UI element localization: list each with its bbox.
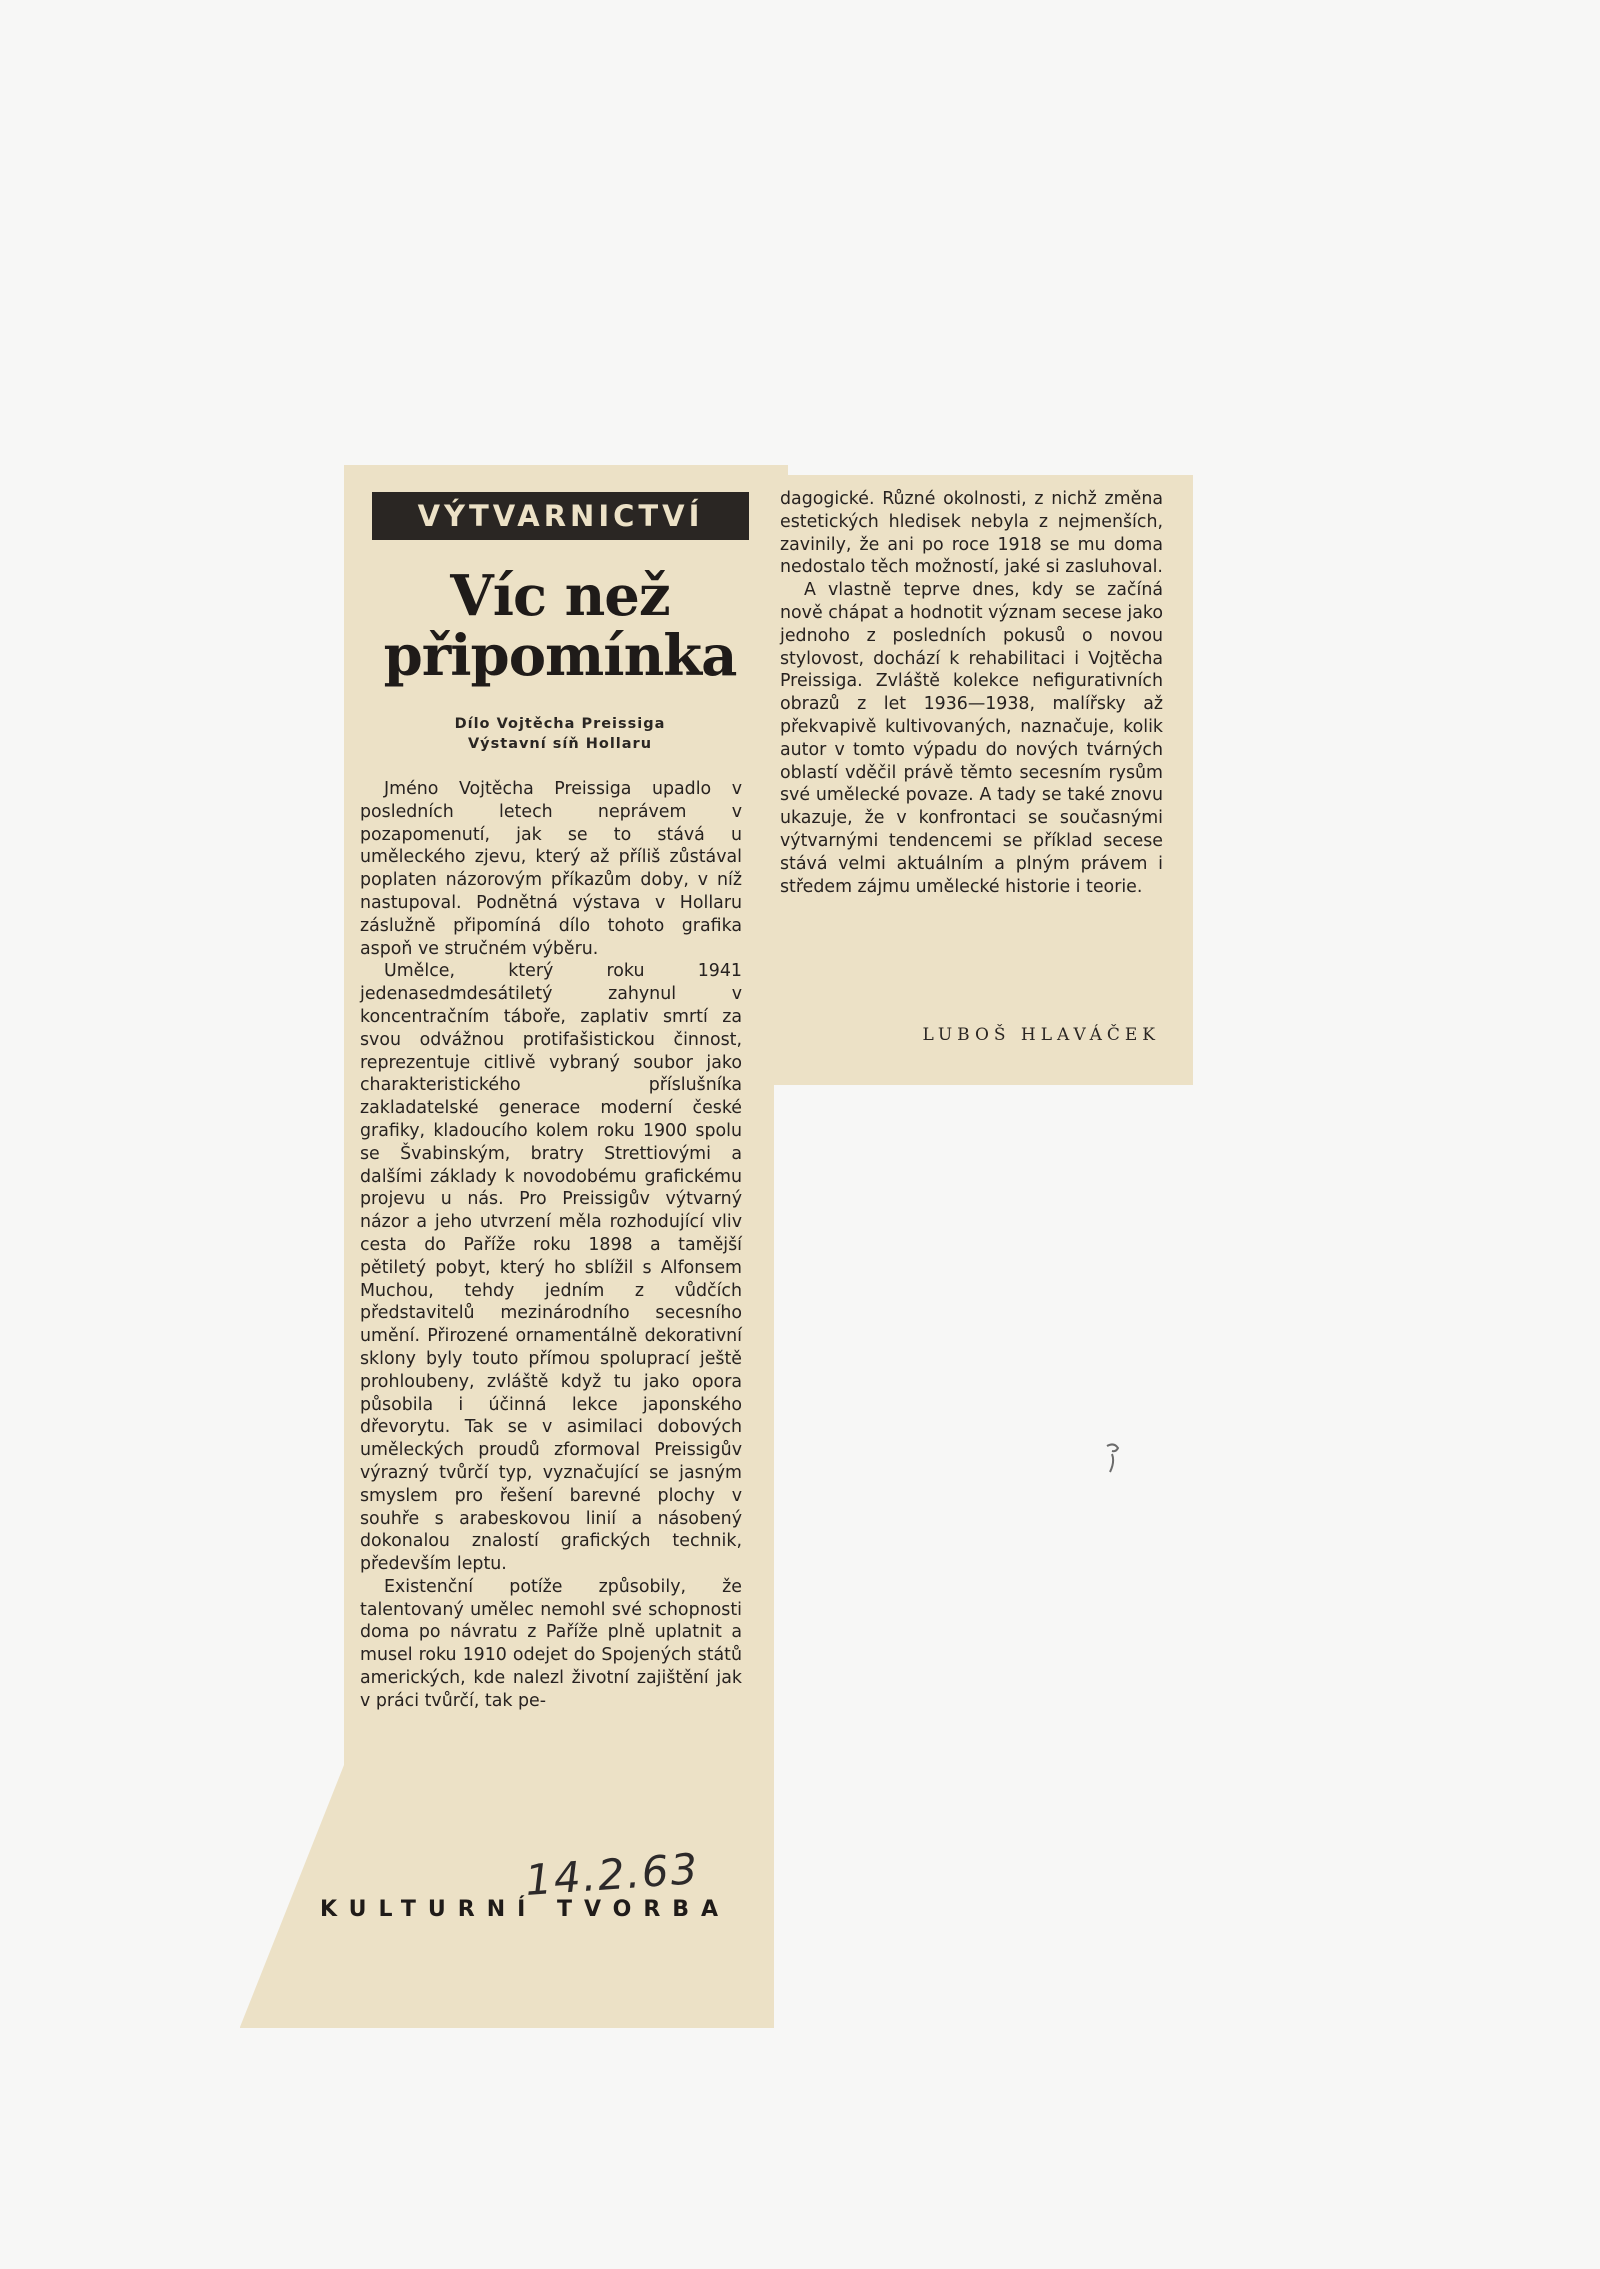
paragraph-4: dagogické. Různé okolnosti, z nichž změna estetických hledisek nebyla z nejmenších, zavinily, že ani po roce 1918 se mu doma nedostalo těch možností, jaké si zasluhoval. <box>780 489 1163 578</box>
subhead-line-2: Výstavní síň Hollaru <box>467 736 653 752</box>
author-byline: LUBOŠ HLAVÁČEK <box>922 1025 1160 1045</box>
headline-line-1: Víc než <box>450 563 670 629</box>
article-subhead <box>380 714 740 754</box>
paragraph-5: A vlastně teprve dnes, kdy se začíná nově chápat a hodnotit význam secese jako jednoho z posledních pokusů o novou stylovost, dochází k rehabilitaci i Vojtěcha Preissiga. Zvláště kolekce nefigurativních obrazů z let 1936—1938, malířsky až překvapivě kultivovaných, naznačuje, kolik autor v tomto výpadu do nových tvárných oblastí vděčil právě těmto secesním rysům své umělecké povaze. A tady se také znovu ukazuje, že v konfrontaci se současnými výtvarnými tendencemi se příklad secese stává velmi aktuálním a plným právem i středem zájmu umělecké historie i teorie. <box>780 580 1163 897</box>
subhead-line-1: Dílo Vojtěcha Preissiga <box>454 716 666 732</box>
headline-line-2: připomínka <box>383 623 737 689</box>
handwritten-date: 14.2.63 <box>523 1843 701 1906</box>
section-header: VÝTVARNICTVÍ <box>372 492 749 540</box>
left-column <box>360 778 742 1713</box>
paragraph-1: Jméno Vojtěcha Preissiga upadlo v posledních letech neprávem v pozapomenutí, jak se to stává u uměleckého zjevu, který až příliš zůstával poplaten názorovým příkazům doby, v níž nastupoval. Podnětná výstava v Hollaru záslužně připomíná dílo tohoto grafika aspoň ve stručném výběru. <box>360 779 742 959</box>
dust-speck-icon <box>1104 1442 1126 1476</box>
paragraph-2: Umělce, který roku 1941 jedenasedmdesátiletý zahynul v koncentračním táboře, zaplativ smrtí za svou odvážnou protifašistickou činnost, reprezentuje citlivě vybraný soubor jako charakteristického příslušníka zakladatelské generace moderní české grafiky, kladoucího kolem roku 1900 spolu se Švabinským, bratry Strettiovými a dalšími základy k novodobému grafickému projevu u nás. Pro Preissigův výtvarný názor a jeho utvrzení měla rozhodující vliv cesta do Paříže roku 1898 a tamější pětiletý pobyt, který ho sblížil s Alfonsem Muchou, tehdy jedním z vůdčích představitelů mezinárodního secesního umění. Přirozené ornamentálně dekorativní sklony byly touto přímou spoluprací ještě prohloubeny, zvláště když tu jako opora působila i účinná lekce japonského dřevorytu. Tak se v asimilaci dobových uměleckých proudů zformoval Preissigův výrazný tvůrčí typ, vyznačující se jasným smyslem pro řešení barevné plochy v souhře s arabeskovou linií a násobený dokonalou znalostí grafických technik, především leptu. <box>360 961 742 1575</box>
right-column <box>780 488 1163 898</box>
article-headline <box>360 563 760 689</box>
paragraph-3: Existenční potíže způsobily, že talentovaný umělec nemohl své schopnosti doma po návratu z Paříže plně uplatnit a musel roku 1910 odejet do Spojených států amerických, kde nalezl životní zajištění jak v práci tvůrčí, tak pe- <box>360 1576 742 1711</box>
publication-masthead: KULTURNÍ TVORBA <box>320 1897 731 1922</box>
